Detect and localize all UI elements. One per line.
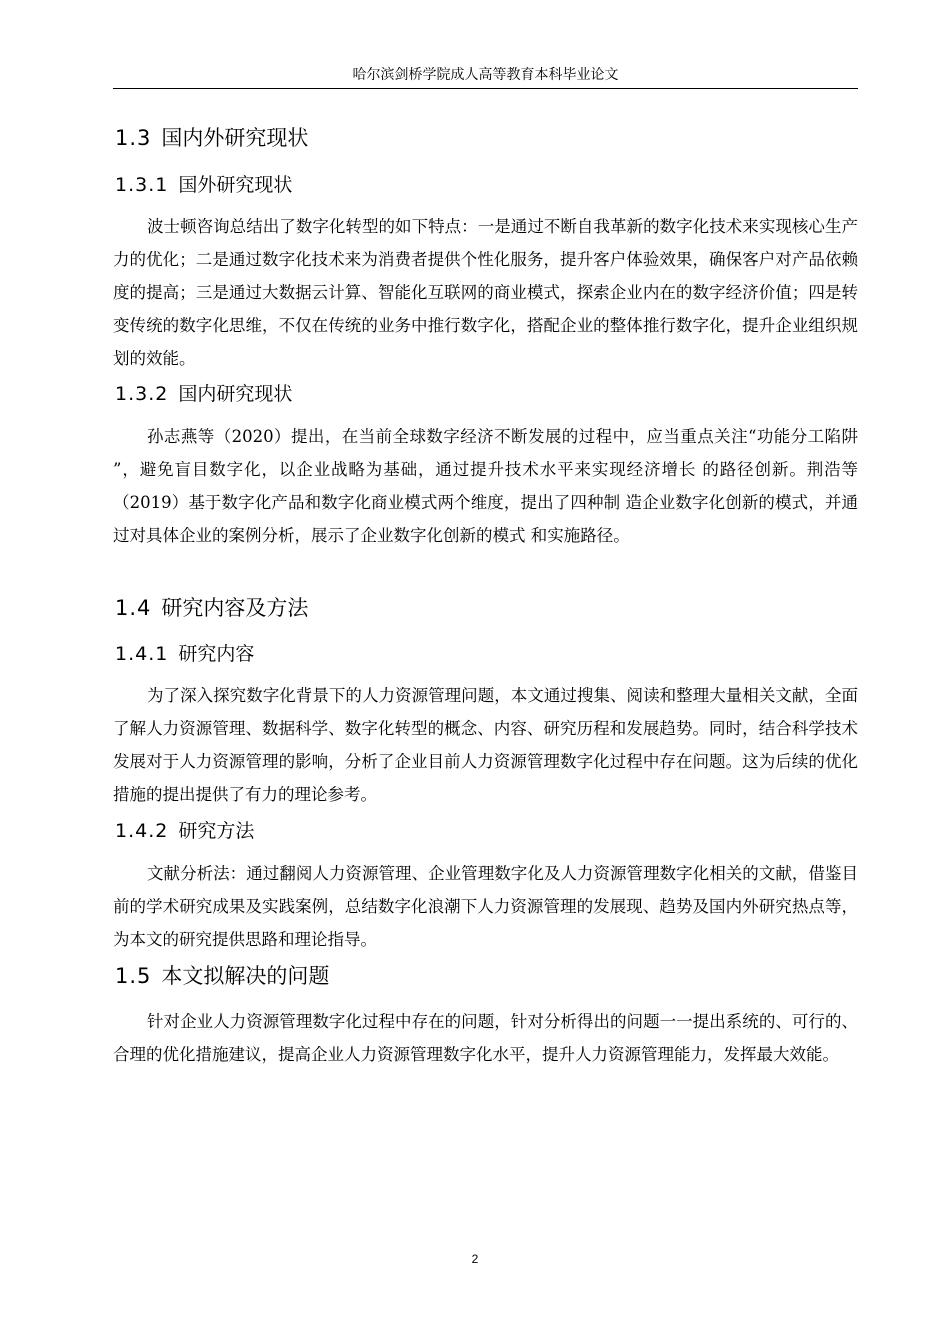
heading-1-4-2 (115, 818, 254, 844)
heading-number: 1.5 (115, 964, 152, 988)
heading-title: 国内研究现状 (178, 383, 293, 405)
heading-title: 研究内容 (178, 643, 255, 665)
paragraph-1-5: 针对企业人力资源管理数字化过程中存在的问题，针对分析得出的问题一一提出系统的、可行的、合理的优化措施建议，提高企业人力资源管理数字化水平，提升人力资源管理能力，发挥最大效能。 (113, 1012, 858, 1064)
heading-1-4-1 (115, 641, 254, 667)
heading-1-3-2 (115, 381, 292, 407)
heading-title: 研究内容及方法 (161, 596, 309, 620)
heading-1-3-1 (115, 172, 292, 198)
page-header: 哈尔滨剑桥学院成人高等教育本科毕业论文 (352, 67, 619, 83)
heading-1-3 (115, 124, 308, 152)
heading-number: 1.4.2 (115, 820, 169, 842)
heading-title: 研究方法 (178, 820, 255, 842)
page-number: 2 (471, 1252, 479, 1266)
heading-number: 1.3 (115, 126, 152, 150)
heading-title: 国内外研究现状 (161, 126, 309, 150)
paragraph-1-3-1: 波士顿咨询总结出了数字化转型的如下特点：一是通过不断自我革新的数字化技术来实现核心生产力的优化；二是通过数字化技术来为消费者提供个性化服务，提升客户体验效果，确保客户对产品依赖度的提高；三是通过大数据云计算、智能化互联网的商业模式，探索企业内在的数字经济价值；四是转变传统的数字化思维，不仅在传统的业务中推行数字化，搭配企业的整体推行数字化，提升企业组织规划的效能。 (113, 217, 858, 368)
paragraph-1-4-1: 为了深入探究数字化背景下的人力资源管理问题，本文通过搜集、阅读和整理大量相关文献，全面了解人力资源管理、数据科学、数字化转型的概念、内容、研究历程和发展趋势。同时，结合科学技术发展对于人力资源管理的影响，分析了企业目前人力资源管理数字化过程中存在问题。这为后续的优化措施的提出提供了有力的理论参考。 (113, 686, 858, 804)
heading-number: 1.4.1 (115, 643, 169, 665)
heading-1-4 (115, 594, 308, 622)
heading-title: 国外研究现状 (178, 174, 293, 196)
heading-1-5 (115, 962, 329, 990)
heading-number: 1.3.1 (115, 174, 169, 196)
header-rule (113, 88, 858, 89)
heading-number: 1.3.2 (115, 383, 169, 405)
paragraph-1-4-2: 文献分析法：通过翻阅人力资源管理、企业管理数字化及人力资源管理数字化相关的文献，借鉴目前的学术研究成果及实践案例，总结数字化浪潮下人力资源管理的发展现、趋势及国内外研究热点等，为本文的研究提供思路和理论指导。 (113, 864, 858, 949)
paragraph-1-3-2: 孙志燕等（2020）提出，在当前全球数字经济不断发展的过程中，应当重点关注“功能分工陷阱 ”，避免盲目数字化，以企业战略为基础，通过提升技术水平来实现经济增长 的路径创新。荆浩等（2019）基于数字化产品和数字化商业模式两个维度，提出了四种制 造企业数字化创新的模式，并通过对具体企业的案例分析，展示了企业数字化创新的模式 和实施路径。 (113, 427, 858, 545)
heading-number: 1.4 (115, 596, 152, 620)
heading-title: 本文拟解决的问题 (161, 964, 330, 988)
